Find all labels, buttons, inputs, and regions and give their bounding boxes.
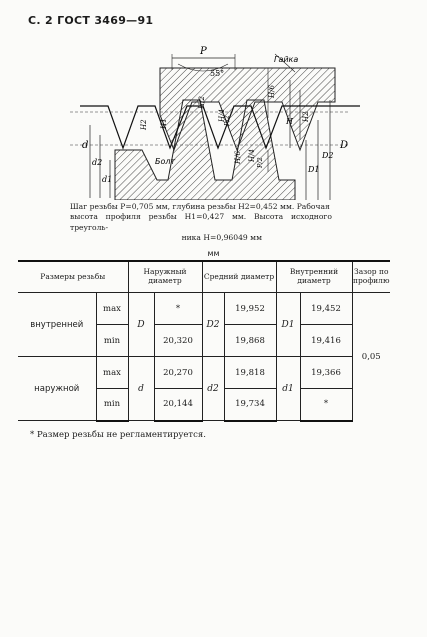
header-gap: Зазор по профилю (352, 261, 390, 293)
value: 19,416 (300, 325, 352, 357)
label-H6-bottom: H/6 (234, 151, 242, 164)
label-H2-right: H2 (302, 111, 310, 122)
row-label-internal: внутренней (18, 293, 96, 357)
value: 19,366 (300, 357, 352, 389)
value: * (300, 389, 352, 421)
row-max: max (96, 293, 128, 325)
page-header: С. 2 ГОСТ 3469—91 (28, 14, 154, 27)
label-D2: D2 (322, 151, 334, 160)
label-nut: Гайка (274, 55, 299, 64)
label-P2-top: P/2 (223, 115, 231, 126)
label-angle: 55° (210, 69, 225, 78)
thread-profile-diagram (60, 40, 360, 200)
label-H1: H1 (160, 118, 168, 129)
value: 20,144 (154, 389, 202, 421)
thread-dimensions-table (18, 260, 390, 422)
value: 19,868 (224, 325, 276, 357)
value: 19,818 (224, 357, 276, 389)
label-H2-mid: H/2 (198, 96, 206, 109)
label-H4-bottom: H/4 (248, 149, 256, 162)
symbol-D2: D2 (202, 293, 224, 357)
caption-line-3: ника H=0,96049 мм (181, 232, 262, 242)
header-inner: Внутренний диаметр (276, 261, 352, 293)
label-H6-top: H/6 (268, 85, 276, 98)
label-d1: d1 (102, 175, 113, 184)
value: 19,734 (224, 389, 276, 421)
row-min: min (96, 389, 128, 421)
table-row (18, 293, 390, 325)
label-P: P (200, 46, 207, 57)
label-P2-bottom: P/2 (256, 157, 264, 168)
value: 20,320 (154, 325, 202, 357)
row-label-external: наружной (18, 357, 96, 421)
label-D: D (340, 140, 349, 151)
label-d2: d2 (92, 158, 103, 167)
symbol-d1: d1 (276, 357, 300, 421)
units-label: мм (207, 249, 220, 258)
table-row (18, 357, 390, 389)
row-max: max (96, 357, 128, 389)
caption-line-1: Шаг резьбы P=0,705 мм, глубина резьбы H2=0,452 мм. Рабочая (70, 202, 330, 211)
header-size: Размеры резьбы (18, 261, 128, 293)
row-min: min (96, 325, 128, 357)
label-bolt: Болт (155, 157, 176, 166)
header-outer: Наружный диаметр (128, 261, 202, 293)
footnote: * Размер резьбы не регламентируется. (30, 430, 206, 440)
figure-caption (70, 202, 332, 243)
value: 20,270 (154, 357, 202, 389)
value: * (154, 293, 202, 325)
caption-line-2: высота профиля резьбы H1=0,427 мм. Высота исходного треуголь- (70, 212, 332, 232)
value: 19,952 (224, 293, 276, 325)
label-H2-left: H2 (140, 119, 148, 130)
table-header-row (18, 261, 390, 293)
label-d: d (82, 140, 89, 151)
header-mean: Средний диаметр (202, 261, 276, 293)
value: 19,452 (300, 293, 352, 325)
gap-value: 0,05 (352, 293, 390, 421)
symbol-d2: d2 (202, 357, 224, 421)
label-H: H (286, 117, 293, 126)
label-H4: H/4 (218, 109, 226, 122)
symbol-D1: D1 (276, 293, 300, 357)
label-D1: D1 (308, 165, 320, 174)
symbol-D: D (128, 293, 154, 357)
symbol-d: d (128, 357, 154, 421)
